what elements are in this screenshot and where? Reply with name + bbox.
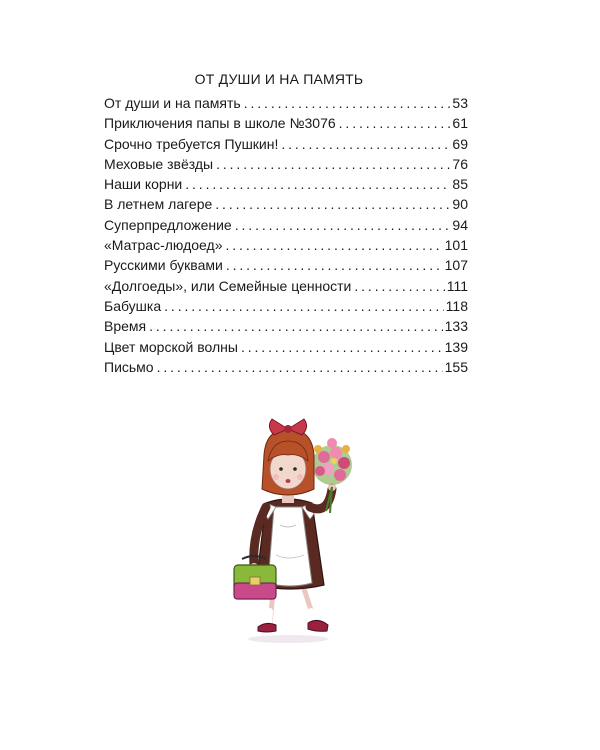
dot-leader [339, 113, 451, 133]
toc-entry-page: 69 [452, 135, 468, 152]
dot-leader [354, 276, 444, 296]
dot-leader [281, 134, 450, 154]
dot-leader [164, 296, 444, 316]
toc-entry-page: 53 [452, 95, 468, 111]
toc-entry [104, 235, 468, 255]
toc-entry-page: 90 [452, 196, 468, 213]
toc-entry-page: 133 [444, 318, 468, 335]
section-title: ОТ ДУШИ И НА ПАМЯТЬ [194, 71, 364, 87]
dot-leader [185, 174, 450, 194]
table-of-contents [104, 93, 468, 377]
toc-entry [104, 337, 468, 357]
toc-entry-title: Приключения папы в школе №3076 [104, 115, 336, 132]
dot-leader [225, 235, 442, 255]
toc-entry-title: Письмо [104, 358, 154, 375]
toc-entry-title: Бабушка [104, 297, 162, 314]
toc-entry [104, 276, 468, 296]
toc-entry [104, 93, 468, 113]
toc-entry-title: Время [104, 318, 147, 335]
hair-bow [269, 419, 306, 435]
toc-entry [104, 215, 468, 235]
toc-entry-page: 107 [444, 257, 468, 274]
schoolgirl-with-flowers-illustration [228, 415, 368, 645]
dot-leader [149, 316, 443, 336]
toc-entry-title: Срочно требуется Пушкин! [104, 135, 279, 152]
toc-entry-page: 111 [446, 277, 468, 294]
right-shoe [308, 620, 328, 631]
toc-entry-title: Меховые звёзды [104, 155, 214, 172]
toc-entry [104, 357, 468, 377]
toc-entry-page: 118 [445, 297, 468, 314]
toc-entry-page: 101 [444, 237, 468, 254]
toc-entry-title: В летнем лагере [104, 196, 213, 213]
toc-entry [104, 154, 468, 174]
dot-leader [157, 357, 443, 377]
toc-entry-title: «Долгоеды», или Семейные ценности [104, 277, 352, 294]
toc-entry [104, 134, 468, 154]
toc-entry-page: 155 [444, 358, 468, 375]
toc-entry-page: 85 [452, 176, 468, 193]
toc-entry [104, 194, 468, 214]
toc-entry [104, 113, 468, 133]
toc-entry-title: Суперпредложение [104, 216, 232, 233]
toc-entry-page: 61 [452, 115, 468, 132]
dot-leader [215, 194, 450, 214]
toc-entry-title: Наши корни [104, 176, 183, 193]
dot-leader [235, 215, 451, 235]
toc-entry-title: От души и на память [104, 95, 241, 111]
dot-leader [226, 255, 443, 275]
flower-bouquet [312, 438, 352, 485]
toc-entry-page: 139 [444, 338, 468, 355]
toc-entry-title: Русскими буквами [104, 257, 223, 274]
dot-leader [241, 337, 443, 357]
left-shoe [258, 623, 276, 632]
dot-leader [216, 154, 450, 174]
toc-entry-page: 76 [452, 155, 468, 172]
dot-leader [244, 93, 451, 113]
toc-entry [104, 255, 468, 275]
toc-entry-title: Цвет морской волны [104, 338, 238, 355]
toc-entry [104, 296, 468, 316]
toc-entry [104, 316, 468, 336]
toc-entry-page: 94 [452, 216, 468, 233]
toc-entry [104, 174, 468, 194]
toc-entry-title: «Матрас-людоед» [104, 237, 223, 254]
